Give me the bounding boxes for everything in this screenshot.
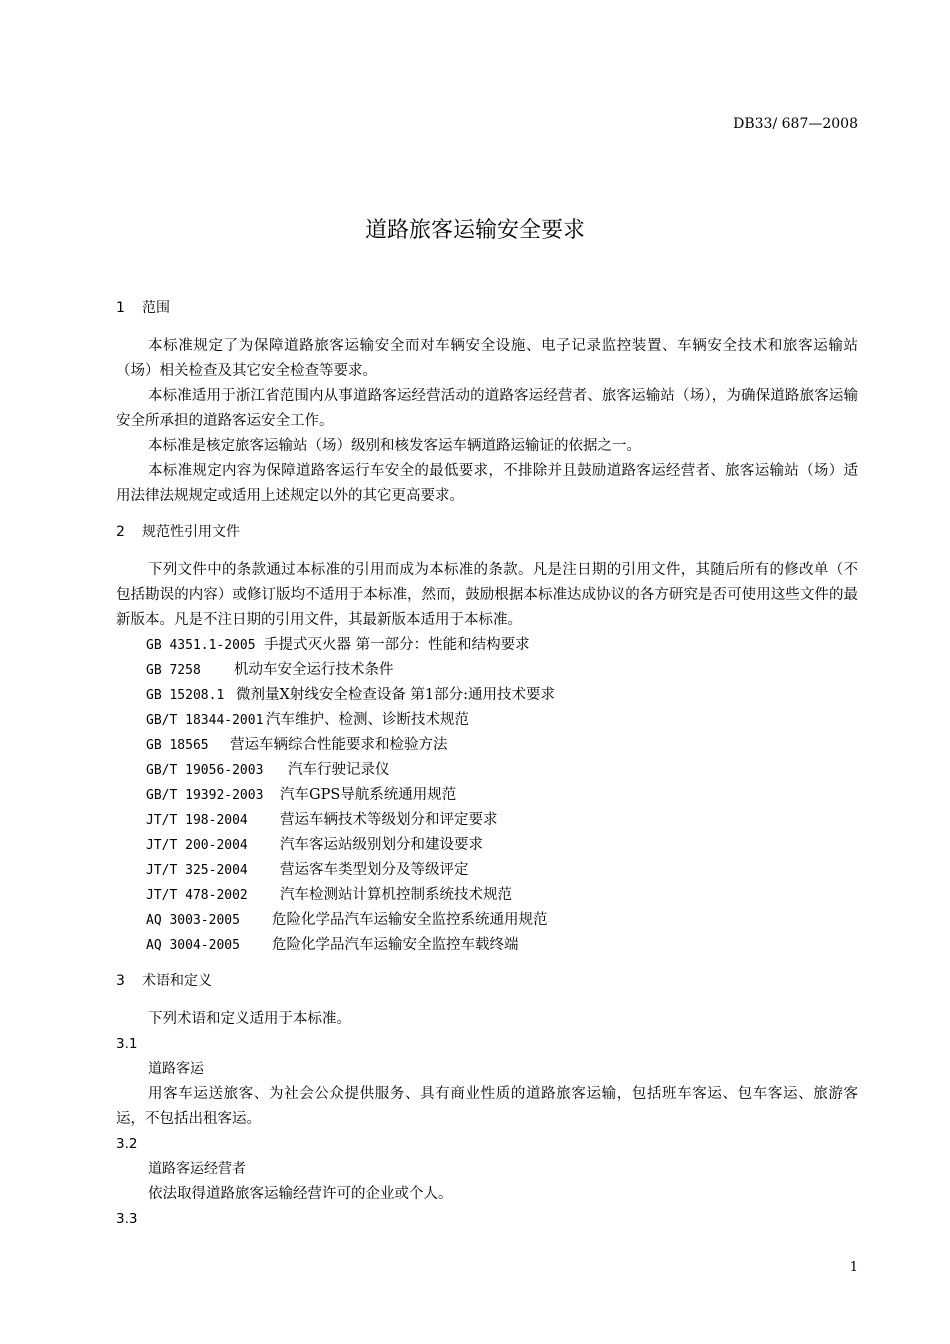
reference-code: GB 7258 bbox=[146, 663, 201, 678]
reference-title: 汽车GPS导航系统通用规范 bbox=[280, 787, 457, 803]
reference-code: AQ 3004-2005 bbox=[146, 938, 240, 953]
reference-item bbox=[116, 833, 858, 858]
reference-item bbox=[116, 808, 858, 833]
reference-title: 汽车检测站计算机控制系统技术规范 bbox=[280, 887, 512, 903]
term-number: 3.1 bbox=[116, 1036, 138, 1052]
term-number: 3.3 bbox=[116, 1211, 138, 1227]
reference-code: GB 4351.1-2005 bbox=[146, 638, 256, 653]
paragraph: 下列术语和定义适用于本标准。 bbox=[148, 1011, 351, 1027]
reference-title: 微剂量X射线安全检查设备 第1部分:通用技术要求 bbox=[236, 687, 556, 703]
reference-title: 危险化学品汽车运输安全监控系统通用规范 bbox=[272, 912, 548, 928]
reference-code: AQ 3003-2005 bbox=[146, 913, 240, 928]
reference-title: 营运客车类型划分及等级评定 bbox=[280, 862, 469, 878]
reference-code: GB 18565 bbox=[146, 738, 209, 753]
document-title: 道路旅客运输安全要求 bbox=[364, 218, 585, 243]
paragraph: 下列文件中的条款通过本标准的引用而成为本标准的条款。凡是注日期的引用文件，其随后所有的修改单（不包括勘误的内容）或修订版均不适用于本标准，然而，鼓励根据本标准达成协议的各方研究是否可使用这些文件的最新版本。凡是不注日期的引用文件，其最新版本适用于本标准。 bbox=[116, 562, 858, 628]
scope-paragraphs bbox=[116, 334, 858, 509]
reference-item bbox=[116, 683, 858, 708]
reference-code: JT/T 478-2002 bbox=[146, 888, 248, 903]
reference-code: JT/T 325-2004 bbox=[146, 863, 248, 878]
paragraph: 本标准规定了为保障道路旅客运输安全而对车辆安全设施、电子记录监控装置、车辆安全技术和旅客运输站（场）相关检查及其它安全检查等要求。 bbox=[116, 338, 858, 379]
reference-title: 营运车辆综合性能要求和检验方法 bbox=[230, 737, 448, 753]
reference-item bbox=[116, 633, 858, 658]
reference-code: GB/T 19392-2003 bbox=[146, 788, 264, 803]
reference-item bbox=[116, 908, 858, 933]
reference-title: 营运车辆技术等级划分和评定要求 bbox=[280, 812, 498, 828]
term-name: 道路客运经营者 bbox=[148, 1161, 246, 1177]
section-title: 规范性引用文件 bbox=[142, 524, 240, 540]
reference-item bbox=[116, 758, 858, 783]
term-definition: 用客车运送旅客、为社会公众提供服务、具有商业性质的道路旅客运输，包括班车客运、包车客运、旅游客运，不包括出租客运。 bbox=[116, 1086, 858, 1127]
reference-item bbox=[116, 858, 858, 883]
section-title: 术语和定义 bbox=[142, 973, 212, 989]
page-number: 1 bbox=[849, 1260, 858, 1275]
reference-item bbox=[116, 733, 858, 758]
reference-title: 危险化学品汽车运输安全监控车载终端 bbox=[272, 937, 519, 953]
reference-title: 汽车维护、检测、诊断技术规范 bbox=[266, 712, 469, 728]
reference-item bbox=[116, 933, 858, 958]
reference-code: GB 15208.1 bbox=[146, 688, 225, 703]
reference-item bbox=[116, 658, 858, 683]
reference-code: GB/T 18344-2001 bbox=[146, 713, 264, 728]
section-title: 范围 bbox=[142, 300, 170, 316]
reference-list bbox=[116, 633, 858, 958]
document-code: DB33/ 687—2008 bbox=[733, 116, 858, 132]
section-heading-scope bbox=[116, 298, 858, 318]
reference-code: JT/T 200-2004 bbox=[146, 838, 248, 853]
document-body bbox=[116, 298, 858, 1232]
reference-item bbox=[116, 883, 858, 908]
reference-title: 汽车行驶记录仪 bbox=[288, 762, 390, 778]
term-name: 道路客运 bbox=[148, 1061, 204, 1077]
reference-title: 机动车安全运行技术条件 bbox=[234, 662, 394, 678]
paragraph: 本标准是核定旅客运输站（场）级别和核发客运车辆道路运输证的依据之一。 bbox=[148, 438, 641, 454]
reference-title: 汽车客运站级别划分和建设要求 bbox=[280, 837, 483, 853]
section-number: 2 bbox=[116, 524, 125, 540]
section-heading-normative-references bbox=[116, 522, 858, 542]
term-definition: 依法取得道路旅客运输经营许可的企业或个人。 bbox=[148, 1186, 453, 1202]
reference-item bbox=[116, 708, 858, 733]
reference-title: 手提式灭火器 第一部分：性能和结构要求 bbox=[264, 637, 530, 653]
section-number: 3 bbox=[116, 973, 125, 989]
paragraph: 本标准适用于浙江省范围内从事道路客运经营活动的道路客运经营者、旅客运输站（场），为确保道路旅客运输安全所承担的道路客运安全工作。 bbox=[116, 388, 858, 429]
section-number: 1 bbox=[116, 300, 125, 316]
reference-item bbox=[116, 783, 858, 808]
reference-code: GB/T 19056-2003 bbox=[146, 763, 264, 778]
reference-code: JT/T 198-2004 bbox=[146, 813, 248, 828]
paragraph: 本标准规定内容为保障道路客运行车安全的最低要求，不排除并且鼓励道路客运经营者、旅客运输站（场）适用法律法规规定或适用上述规定以外的其它更高要求。 bbox=[116, 463, 858, 504]
section-heading-terms-definitions bbox=[116, 971, 858, 991]
term-number: 3.2 bbox=[116, 1136, 138, 1152]
